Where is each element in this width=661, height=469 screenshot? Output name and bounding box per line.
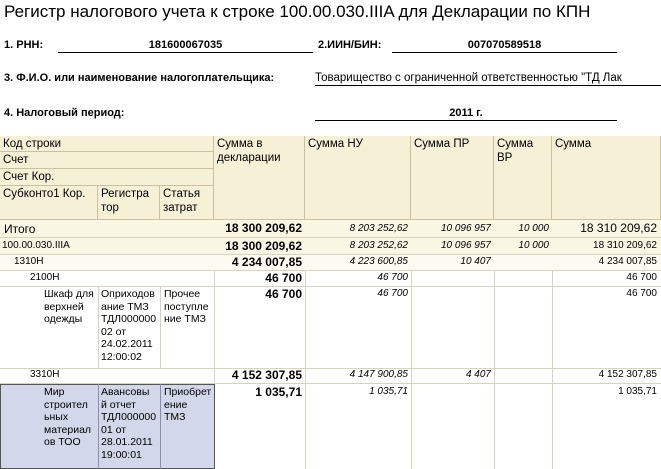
- period-label: 4. Налоговый период:: [4, 107, 125, 119]
- acc3310-sum: 4 152 307,85: [598, 369, 657, 380]
- header-subconto: Субконто1 Кор.: [0, 186, 98, 220]
- acc3310-label: 3310Н: [30, 369, 60, 380]
- total-pr: 10 096 957: [440, 223, 491, 234]
- period-value: 2011 г.: [315, 106, 617, 121]
- acc3310-pr: 4 407: [465, 369, 491, 380]
- code-nu: 8 203 252,62: [349, 240, 408, 251]
- total-sum: 18 310 209,62: [580, 221, 657, 235]
- detail1-registrar: Оприходов ание ТМЗ ТДЛ000000 02 от 24.02.2011 12:00:02: [101, 288, 157, 363]
- code-vr: 10 000: [518, 240, 549, 251]
- acc3310-decl: 4 152 307,85: [231, 368, 302, 382]
- detail2-registrar: Авансовы й отчет ТДЛ000000 01 от 28.01.2011 19:00:01: [101, 386, 157, 461]
- header-registrar: Регистра тор: [98, 186, 160, 220]
- total-decl: 18 300 209,62: [225, 221, 302, 235]
- total-label: Итого: [4, 222, 36, 236]
- header-sum-decl: Сумма в декларации: [214, 136, 305, 220]
- total-vr: 10 000: [518, 223, 549, 234]
- table-row-detail-2[interactable]: [0, 384, 661, 469]
- total-nu: 8 203 252,62: [349, 223, 408, 234]
- header-account-corr: Счет Кор.: [0, 169, 214, 186]
- acc2100-nu: 46 700: [377, 272, 408, 283]
- header-code: Код строки: [0, 136, 214, 152]
- table-row-2100[interactable]: [0, 271, 661, 286]
- rnn-value: 181600067035: [58, 38, 313, 53]
- table-row-detail-1[interactable]: [0, 287, 661, 368]
- header-sum-pr: Сумма ПР: [411, 136, 494, 220]
- code-pr: 10 096 957: [440, 240, 491, 251]
- code-label: 100.00.030.IIIA: [2, 240, 70, 251]
- rnn-label: 1. РНН:: [4, 39, 44, 51]
- acc1310-label: 1310Н: [14, 256, 44, 267]
- acc1310-nu: 4 223 600,85: [349, 256, 408, 267]
- header-account: Счет: [0, 152, 214, 169]
- table-row-3310[interactable]: [0, 369, 661, 383]
- header-sum-vr: Сумма ВР: [494, 136, 552, 220]
- acc1310-sum: 4 234 007,85: [598, 256, 657, 267]
- table-row-code[interactable]: [0, 238, 661, 254]
- register-table: [0, 136, 661, 469]
- header-sum-nu: Сумма НУ: [305, 136, 411, 220]
- acc1310-decl: 4 234 007,85: [231, 255, 302, 269]
- detail2-expense: Приобрет ение ТМЗ: [164, 386, 212, 423]
- detail2-nu: 1 035,71: [369, 386, 408, 397]
- detail2-subconto: Мир строител ьных материал ов ТОО: [44, 386, 92, 448]
- detail2-decl: 1 035,71: [255, 385, 302, 399]
- header-expense: Статья затрат: [160, 186, 214, 220]
- code-sum: 18 310 209,62: [593, 240, 657, 251]
- fio-label: 3. Ф.И.О. или наименование налогоплательщика:: [4, 72, 275, 84]
- fio-value: Товарищество с ограниченной ответственностью "ТД Лак: [315, 71, 661, 86]
- iin-value: 007070589518: [392, 38, 617, 53]
- detail1-subconto: Шкаф для верхней одежды: [44, 288, 94, 325]
- acc2100-decl: 46 700: [265, 271, 302, 285]
- detail2-sum: 1 035,71: [618, 386, 657, 397]
- acc3310-nu: 4 147 900,85: [349, 369, 408, 380]
- detail1-expense: Прочее поступле ние ТМЗ: [164, 288, 209, 325]
- header-sum: Сумма: [552, 136, 661, 220]
- acc2100-sum: 46 700: [626, 272, 657, 283]
- acc1310-pr: 10 407: [460, 256, 491, 267]
- report-title: Регистр налогового учета к строке 100.00.030.IIIA для Декларации по КПН: [4, 2, 591, 21]
- detail1-decl: 46 700: [265, 287, 302, 301]
- code-decl: 18 300 209,62: [225, 239, 302, 253]
- iin-label: 2.ИИН/БИН:: [318, 39, 382, 51]
- detail1-sum: 46 700: [626, 288, 657, 299]
- table-row-total[interactable]: [0, 220, 661, 237]
- acc2100-label: 2100Н: [30, 272, 60, 283]
- detail1-nu: 46 700: [377, 288, 408, 299]
- table-row-1310[interactable]: [0, 255, 661, 270]
